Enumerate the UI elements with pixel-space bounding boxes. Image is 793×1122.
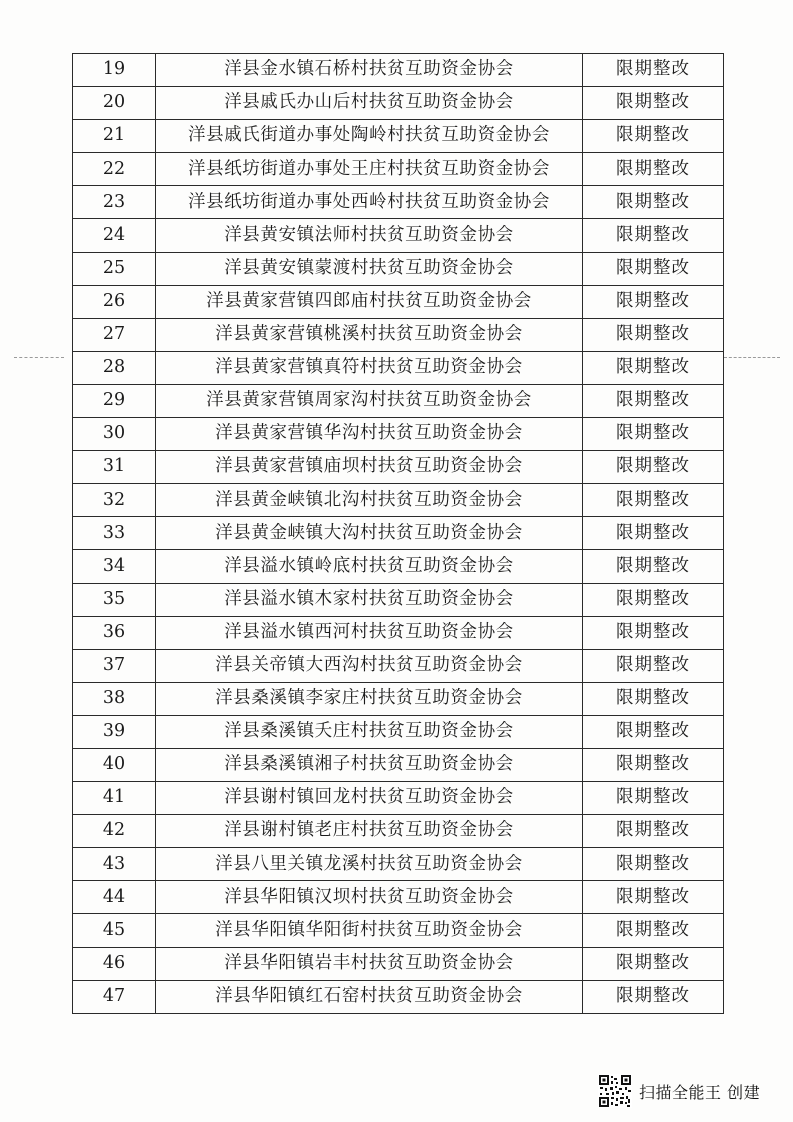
rectification-status: 限期整改 bbox=[583, 120, 724, 153]
table-row bbox=[73, 715, 724, 748]
rectification-status: 限期整改 bbox=[583, 616, 724, 649]
table-row bbox=[73, 120, 724, 153]
table-row bbox=[73, 649, 724, 682]
rectification-status: 限期整改 bbox=[583, 54, 724, 87]
row-number: 29 bbox=[73, 384, 156, 417]
rectification-status: 限期整改 bbox=[583, 980, 724, 1013]
row-number: 35 bbox=[73, 583, 156, 616]
association-name: 洋县黄安镇法师村扶贫互助资金协会 bbox=[156, 219, 583, 252]
row-number: 22 bbox=[73, 153, 156, 186]
row-number: 45 bbox=[73, 914, 156, 947]
association-name: 洋县黄家营镇桃溪村扶贫互助资金协会 bbox=[156, 318, 583, 351]
rectification-status: 限期整改 bbox=[583, 550, 724, 583]
row-number: 41 bbox=[73, 782, 156, 815]
association-name: 洋县黄家营镇真符村扶贫互助资金协会 bbox=[156, 351, 583, 384]
row-number: 40 bbox=[73, 748, 156, 781]
table-row bbox=[73, 451, 724, 484]
row-number: 20 bbox=[73, 87, 156, 120]
association-name: 洋县黄家营镇四郎庙村扶贫互助资金协会 bbox=[156, 285, 583, 318]
association-name: 洋县黄家营镇周家沟村扶贫互助资金协会 bbox=[156, 384, 583, 417]
table-row bbox=[73, 550, 724, 583]
rectification-status: 限期整改 bbox=[583, 715, 724, 748]
row-number: 37 bbox=[73, 649, 156, 682]
table-row bbox=[73, 583, 724, 616]
table-row bbox=[73, 748, 724, 781]
table-row bbox=[73, 517, 724, 550]
row-number: 46 bbox=[73, 947, 156, 980]
scanner-watermark bbox=[598, 1073, 760, 1109]
table-row bbox=[73, 252, 724, 285]
rectification-status: 限期整改 bbox=[583, 881, 724, 914]
row-number: 31 bbox=[73, 451, 156, 484]
association-name: 洋县华阳镇红石窑村扶贫互助资金协会 bbox=[156, 980, 583, 1013]
table-row bbox=[73, 351, 724, 384]
row-number: 25 bbox=[73, 252, 156, 285]
rectification-status: 限期整改 bbox=[583, 285, 724, 318]
table-body bbox=[73, 54, 724, 1014]
association-name: 洋县溢水镇西河村扶贫互助资金协会 bbox=[156, 616, 583, 649]
rectification-status: 限期整改 bbox=[583, 384, 724, 417]
association-name: 洋县桑溪镇夭庄村扶贫互助资金协会 bbox=[156, 715, 583, 748]
qr-code-icon bbox=[598, 1074, 632, 1108]
association-name: 洋县谢村镇回龙村扶贫互助资金协会 bbox=[156, 782, 583, 815]
association-name: 洋县华阳镇华阳街村扶贫互助资金协会 bbox=[156, 914, 583, 947]
table-row bbox=[73, 418, 724, 451]
table-row bbox=[73, 384, 724, 417]
rectification-status: 限期整改 bbox=[583, 782, 724, 815]
row-number: 21 bbox=[73, 120, 156, 153]
row-number: 39 bbox=[73, 715, 156, 748]
table-row bbox=[73, 980, 724, 1013]
association-name: 洋县金水镇石桥村扶贫互助资金协会 bbox=[156, 54, 583, 87]
row-number: 36 bbox=[73, 616, 156, 649]
rectification-status: 限期整改 bbox=[583, 219, 724, 252]
rectification-status: 限期整改 bbox=[583, 252, 724, 285]
table-row bbox=[73, 914, 724, 947]
table-row bbox=[73, 616, 724, 649]
association-name: 洋县桑溪镇湘子村扶贫互助资金协会 bbox=[156, 748, 583, 781]
rectification-status: 限期整改 bbox=[583, 583, 724, 616]
rectification-status: 限期整改 bbox=[583, 153, 724, 186]
row-number: 34 bbox=[73, 550, 156, 583]
row-number: 38 bbox=[73, 682, 156, 715]
row-number: 23 bbox=[73, 186, 156, 219]
table-row bbox=[73, 848, 724, 881]
fold-line-left bbox=[14, 357, 64, 358]
table-row bbox=[73, 285, 724, 318]
rectification-status: 限期整改 bbox=[583, 351, 724, 384]
row-number: 19 bbox=[73, 54, 156, 87]
row-number: 26 bbox=[73, 285, 156, 318]
association-name: 洋县黄金峡镇大沟村扶贫互助资金协会 bbox=[156, 517, 583, 550]
association-name: 洋县华阳镇岩丰村扶贫互助资金协会 bbox=[156, 947, 583, 980]
table-row bbox=[73, 484, 724, 517]
rectification-status: 限期整改 bbox=[583, 649, 724, 682]
association-name: 洋县黄家营镇庙坝村扶贫互助资金协会 bbox=[156, 451, 583, 484]
rectification-status: 限期整改 bbox=[583, 815, 724, 848]
rectification-status: 限期整改 bbox=[583, 682, 724, 715]
rectification-status: 限期整改 bbox=[583, 947, 724, 980]
rectification-status: 限期整改 bbox=[583, 87, 724, 120]
row-number: 42 bbox=[73, 815, 156, 848]
association-name: 洋县八里关镇龙溪村扶贫互助资金协会 bbox=[156, 848, 583, 881]
association-name: 洋县戚氏街道办事处陶岭村扶贫互助资金协会 bbox=[156, 120, 583, 153]
association-name: 洋县戚氏办山后村扶贫互助资金协会 bbox=[156, 87, 583, 120]
rectification-status: 限期整改 bbox=[583, 748, 724, 781]
association-name: 洋县溢水镇岭底村扶贫互助资金协会 bbox=[156, 550, 583, 583]
table-row bbox=[73, 815, 724, 848]
table-row bbox=[73, 219, 724, 252]
rectification-status: 限期整改 bbox=[583, 451, 724, 484]
rectification-status: 限期整改 bbox=[583, 517, 724, 550]
association-name: 洋县华阳镇汉坝村扶贫互助资金协会 bbox=[156, 881, 583, 914]
association-name: 洋县黄金峡镇北沟村扶贫互助资金协会 bbox=[156, 484, 583, 517]
association-name: 洋县纸坊街道办事处王庄村扶贫互助资金协会 bbox=[156, 153, 583, 186]
table-row bbox=[73, 881, 724, 914]
association-name: 洋县黄安镇蒙渡村扶贫互助资金协会 bbox=[156, 252, 583, 285]
row-number: 44 bbox=[73, 881, 156, 914]
association-name: 洋县桑溪镇李家庄村扶贫互助资金协会 bbox=[156, 682, 583, 715]
row-number: 33 bbox=[73, 517, 156, 550]
table-row bbox=[73, 54, 724, 87]
table-row bbox=[73, 153, 724, 186]
row-number: 30 bbox=[73, 418, 156, 451]
row-number: 32 bbox=[73, 484, 156, 517]
row-number: 28 bbox=[73, 351, 156, 384]
row-number: 27 bbox=[73, 318, 156, 351]
table-row bbox=[73, 87, 724, 120]
rectification-status: 限期整改 bbox=[583, 418, 724, 451]
row-number: 24 bbox=[73, 219, 156, 252]
association-table bbox=[72, 53, 724, 1014]
watermark-text: 扫描全能王 创建 bbox=[639, 1082, 761, 1102]
row-number: 43 bbox=[73, 848, 156, 881]
association-name: 洋县黄家营镇华沟村扶贫互助资金协会 bbox=[156, 418, 583, 451]
association-name: 洋县纸坊街道办事处西岭村扶贫互助资金协会 bbox=[156, 186, 583, 219]
row-number: 47 bbox=[73, 980, 156, 1013]
rectification-status: 限期整改 bbox=[583, 318, 724, 351]
rectification-status: 限期整改 bbox=[583, 848, 724, 881]
rectification-status: 限期整改 bbox=[583, 914, 724, 947]
table-row bbox=[73, 318, 724, 351]
fold-line-right bbox=[724, 357, 780, 358]
rectification-status: 限期整改 bbox=[583, 484, 724, 517]
association-name: 洋县谢村镇老庄村扶贫互助资金协会 bbox=[156, 815, 583, 848]
table-row bbox=[73, 782, 724, 815]
table-row bbox=[73, 186, 724, 219]
association-name: 洋县关帝镇大西沟村扶贫互助资金协会 bbox=[156, 649, 583, 682]
table-row bbox=[73, 947, 724, 980]
association-name: 洋县溢水镇木家村扶贫互助资金协会 bbox=[156, 583, 583, 616]
table-row bbox=[73, 682, 724, 715]
rectification-status: 限期整改 bbox=[583, 186, 724, 219]
